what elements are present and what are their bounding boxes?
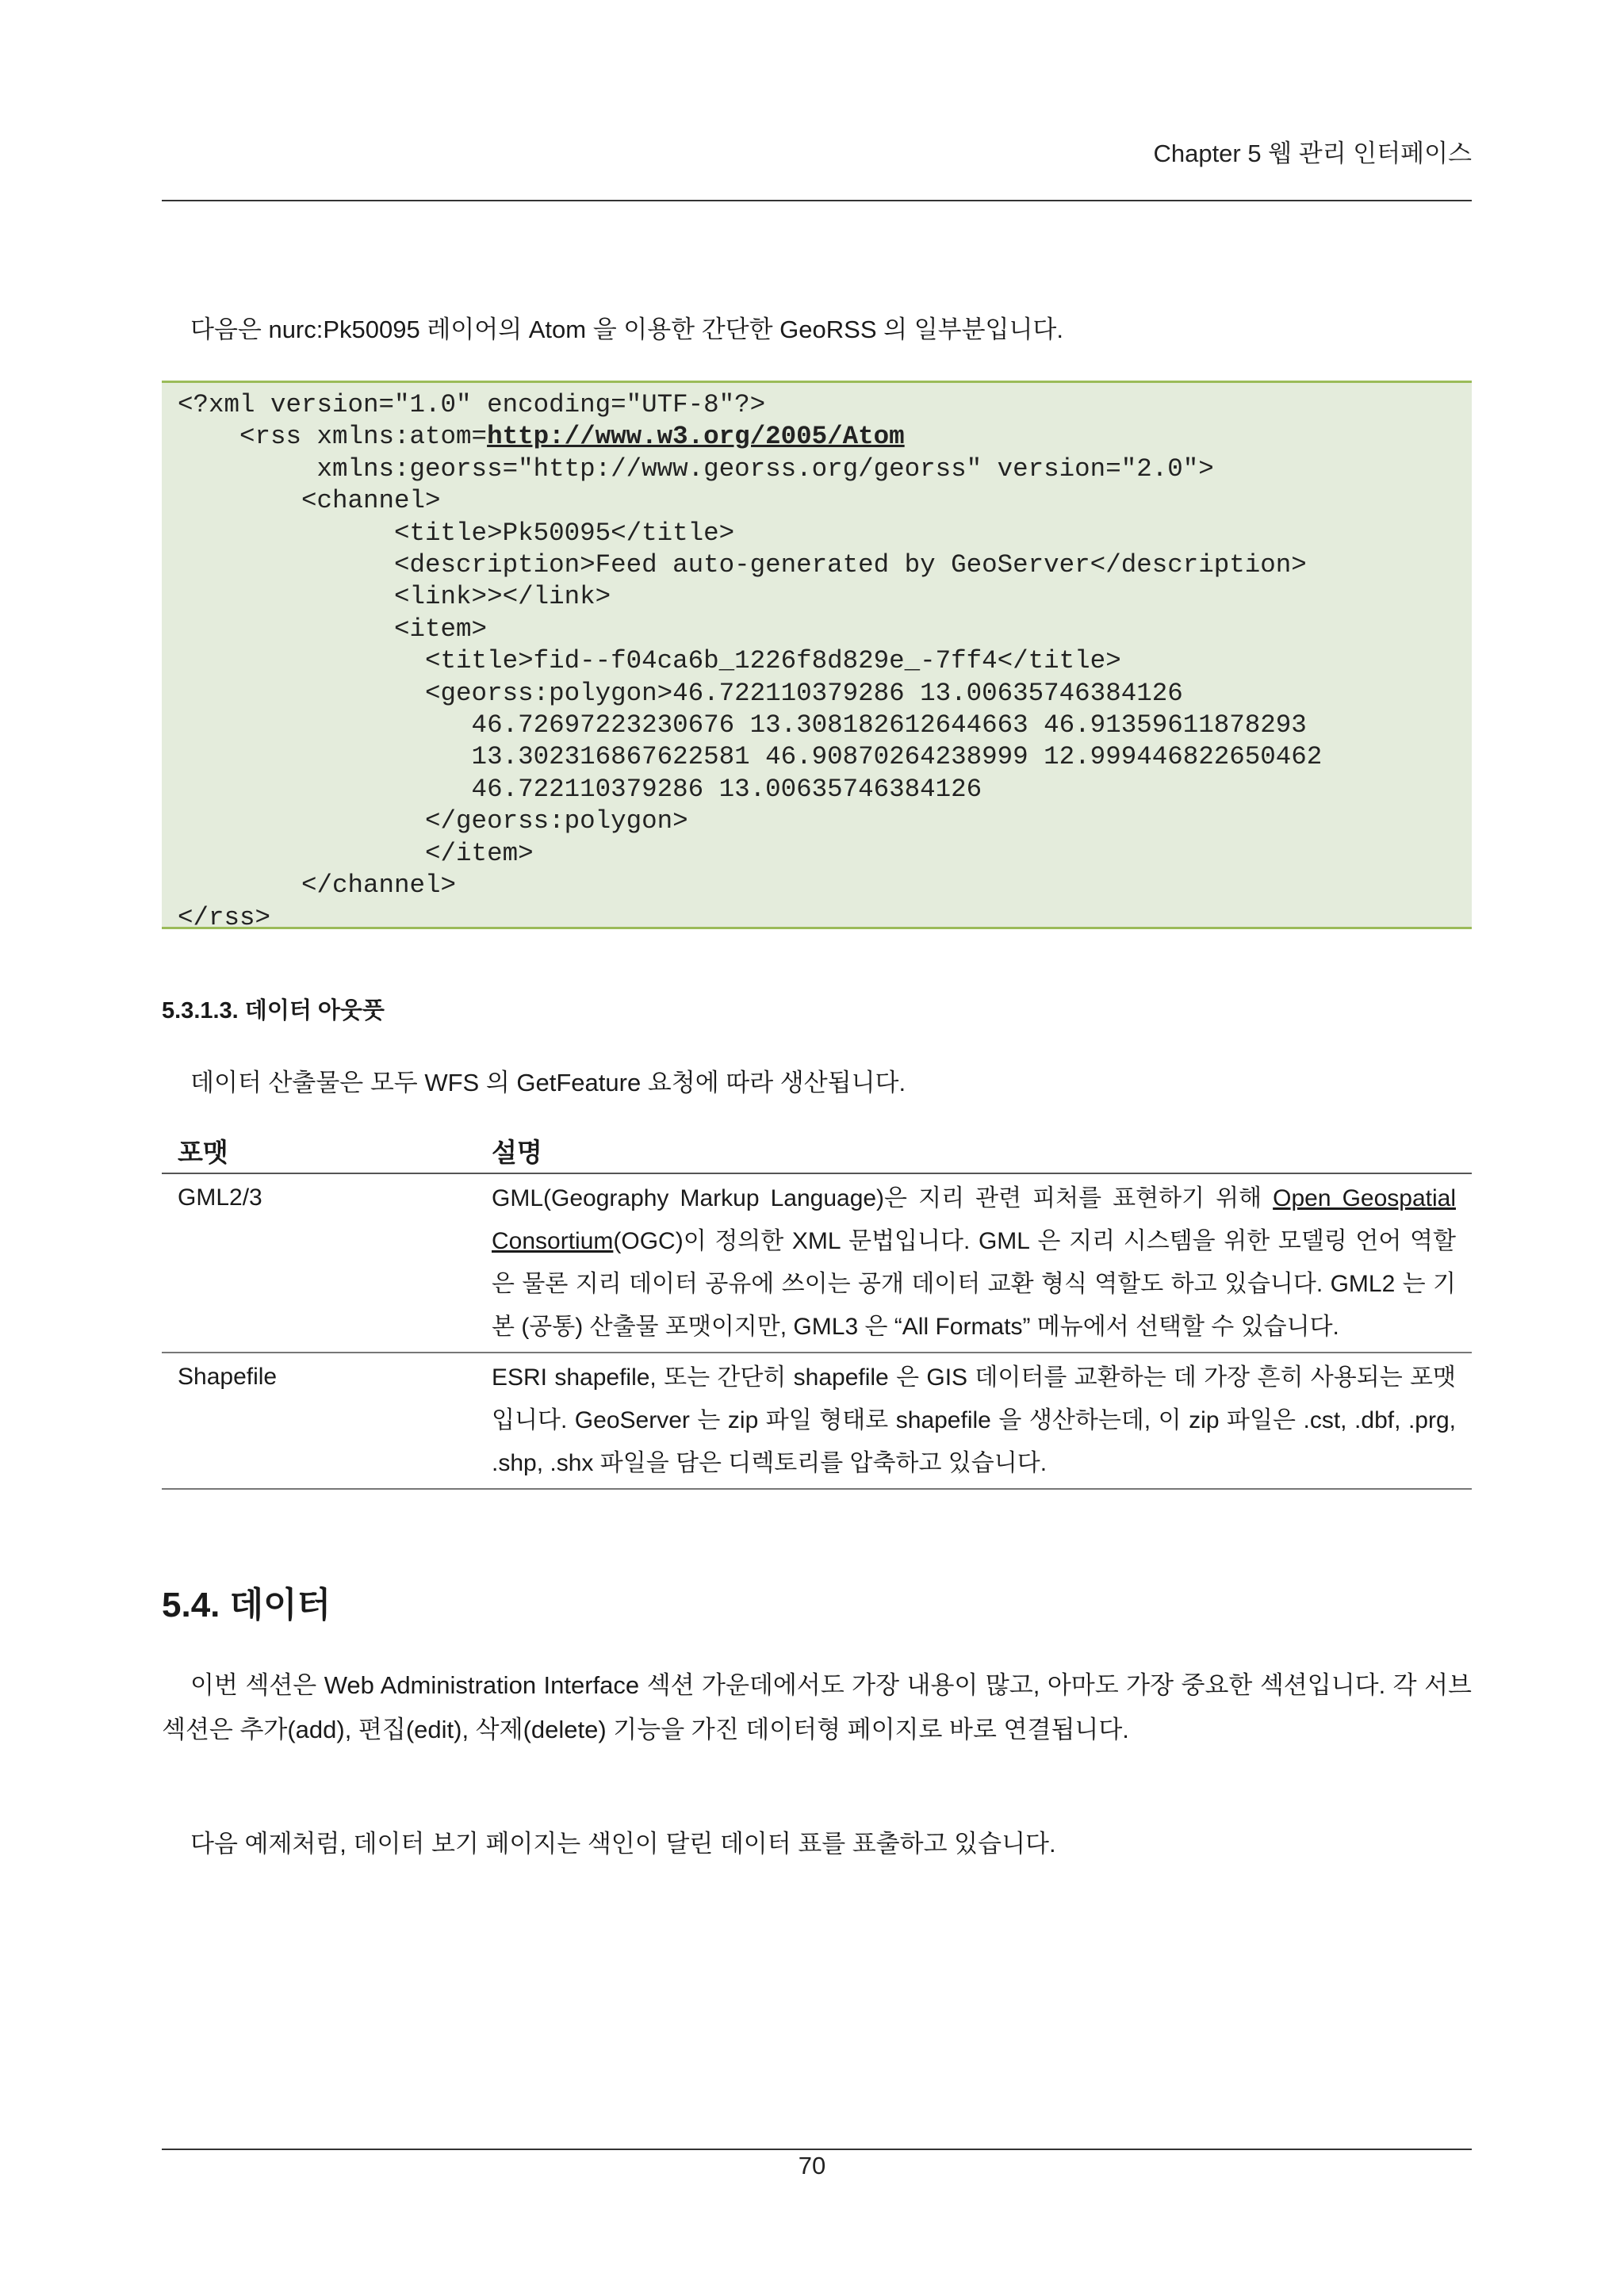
georss-intro-paragraph: 다음은 nurc:Pk50095 레이어의 Atom 을 이용한 간단한 GeoRSS 의 일부분입니다. [190, 316, 1063, 343]
description-cell: ESRI shapefile, 또는 간단히 shapefile 은 GIS 데이터를 교환하는 데 가장 흔히 사용되는 포맷입니다. GeoServer 는 zip 파일 형태로 shapefile 을 생산하는데, 이 zip 파일은 .cst, .dbf, .prg, .shp, .shx 파일을 담은 디렉토리를 압축하고 있습니다. [492, 1353, 1472, 1489]
code-line: 13.302316867622581 46.90870264238999 12.999446822650462 [178, 742, 1323, 772]
code-line: <link>></link> [178, 582, 611, 612]
section-body-paragraph: 이번 섹션은 Web Administration Interface 섹션 가운데에서도 가장 내용이 많고, 아마도 가장 중요한 섹션입니다. 각 서브섹션은 추가(add), 편집(edit), 삭제(delete) 기능을 가진 데이터형 페이지로 바로 연결됩니다. [162, 1671, 1472, 1743]
code-line: </channel> [178, 871, 457, 901]
code-line: <title>fid--f04ca6b_1226f8d829e_-7ff4</title> [178, 646, 1121, 676]
header-divider [162, 200, 1472, 201]
footer-divider [162, 2149, 1472, 2150]
format-table [162, 1124, 1472, 1490]
format-cell: GML2/3 [162, 1173, 492, 1353]
code-line: </georss:polygon> [178, 806, 688, 836]
subsection-heading: 5.3.1.3. 데이터 아웃풋 [162, 998, 385, 1024]
data-output-intro: 데이터 산출물은 모두 WFS 의 GetFeature 요청에 따라 생산됩니다. [190, 1069, 906, 1096]
page-number: 70 [798, 2152, 826, 2179]
format-cell: Shapefile [162, 1353, 492, 1489]
table-header-row [162, 1124, 1472, 1173]
code-line: 46.722110379286 13.00635746384126 [178, 774, 982, 804]
code-line: xmlns:georss="http://www.georss.org/georss" version="2.0"> [178, 453, 1214, 484]
running-header: Chapter 5 웹 관리 인터페이스 [1153, 140, 1472, 167]
code-line: <georss:polygon>46.722110379286 13.00635746384126 [178, 678, 1183, 708]
code-line: </rss> [178, 902, 271, 932]
xml-code-block [162, 381, 1472, 932]
code-line: <title>Pk50095</title> [178, 518, 735, 548]
code-line: <rss xmlns:atom=http://www.w3.org/2005/Atom [178, 422, 905, 452]
description-cell: GML(Geography Markup Language)은 지리 관련 피처를 표현하기 위해 Open Geospatial Consortium(OGC)이 정의한 XML 문법입니다. GML 은 지리 시스템을 위한 모델링 언어 역할은 물론 지리 데이터 공유에 쓰이는 공개 데이터 교환 형식 역할도 하고 있습니다. GML2 는 기본 (공통) 산출물 포맷이지만, GML3 은 “All Formats” 메뉴에서 선택할 수 있습니다. [492, 1173, 1472, 1353]
code-line: <description>Feed auto-generated by GeoServer</description> [178, 550, 1307, 580]
code-line: <channel> [178, 486, 441, 516]
code-line: <?xml version="1.0" encoding="UTF-8"?> [178, 390, 766, 419]
code-line: 46.72697223230676 13.308182612644663 46.91359611878293 [178, 710, 1307, 740]
section-body-paragraph: 다음 예제처럼, 데이터 보기 페이지는 색인이 달린 데이터 표를 표출하고 있습니다. [190, 1830, 1056, 1858]
atom-namespace-link[interactable]: http://www.w3.org/2005/Atom [487, 422, 905, 452]
code-line: </item> [178, 838, 534, 868]
ogc-link[interactable]: Open Geospatial Consortium [492, 1185, 1456, 1254]
code-line: <item> [178, 614, 488, 644]
column-header-format: 포맷 [162, 1124, 492, 1173]
section-heading: 5.4. 데이터 [162, 1586, 331, 1624]
column-header-description: 설명 [492, 1124, 1472, 1173]
table-row [162, 1353, 1472, 1489]
table-row [162, 1173, 1472, 1353]
